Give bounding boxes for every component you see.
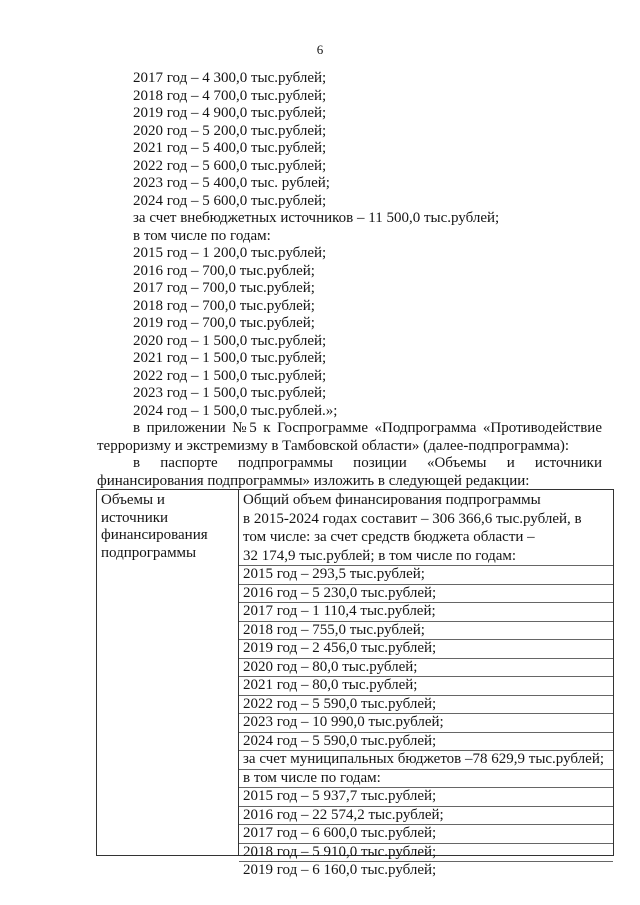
table-year-row: 2020 год – 80,0 тыс.рублей; — [239, 659, 613, 678]
table-year-row: 2018 год – 755,0 тыс.рублей; — [239, 622, 613, 641]
table-year-row: 2016 год – 5 230,0 тыс.рублей; — [239, 585, 613, 604]
text-line: 2022 год – 1 500,0 тыс.рублей; — [133, 367, 327, 384]
table-year-row: 2023 год – 10 990,0 тыс.рублей; — [239, 714, 613, 733]
table-right-line: за счет муниципальных бюджетов –78 629,9 тыс.рублей; — [239, 751, 613, 770]
table-year-row: 2024 год – 5 590,0 тыс.рублей; — [239, 733, 613, 752]
table-left-line: Объемы и — [101, 492, 165, 508]
text-line: 2015 год – 1 200,0 тыс.рублей; — [133, 245, 327, 261]
text-line: 2022 год – 5 600,0 тыс.рублей; — [133, 157, 327, 174]
paragraph-passport — [97, 455, 602, 490]
table-year-row: 2019 год – 6 160,0 тыс.рублей; — [243, 862, 437, 878]
table-right-line: Общий объем финансирования подпрограммы — [243, 492, 541, 508]
funding-lines — [133, 70, 593, 420]
table-right-line: в том числе по годам: — [239, 770, 613, 789]
table-year-row: 2018 год – 5 910,0 тыс.рублей; — [239, 844, 613, 863]
text-line: 2023 год – 5 400,0 тыс. рублей; — [133, 175, 330, 191]
table-year-row: 2017 год – 1 110,4 тыс.рублей; — [239, 603, 613, 622]
text-line: 2019 год – 700,0 тыс.рублей; — [133, 315, 315, 331]
text-line: 2021 год – 1 500,0 тыс.рублей; — [133, 350, 327, 366]
text-line: 2020 год – 1 500,0 тыс.рублей; — [133, 332, 327, 349]
paragraph-line: терроризму и экстремизму в Тамбовской области» (далее-подпрограмма): — [97, 437, 570, 454]
table-left-line: финансирования — [101, 527, 208, 543]
table-year-row: 2015 год – 5 937,7 тыс.рублей; — [239, 788, 613, 807]
table-left-cell — [101, 492, 235, 562]
table-year-row: 2019 год – 2 456,0 тыс.рублей; — [239, 640, 613, 659]
table-left-line: источники — [101, 509, 169, 526]
table-year-row: 2021 год – 80,0 тыс.рублей; — [239, 677, 613, 696]
table-right-line: в 2015-2024 годах составит – 306 366,6 тыс.рублей, в — [243, 510, 582, 527]
table-left-line: подпрограммы — [101, 544, 197, 561]
text-line: 2017 год – 4 300,0 тыс.рублей; — [133, 70, 327, 86]
paragraph-line: в паспорте подпрограммы позиции «Объемы и источники — [133, 455, 602, 471]
page-number: 6 — [316, 42, 324, 57]
paragraph-line: в приложении №5 к Госпрограмме «Подпрограмма «Противодействие — [133, 420, 602, 436]
table-right-line: том числе: за счет средств бюджета области – — [243, 529, 535, 545]
table-year-row: 2017 год – 6 600,0 тыс.рублей; — [239, 825, 613, 844]
text-line: 2023 год – 1 500,0 тыс.рублей; — [133, 385, 327, 401]
table-year-row: 2015 год – 293,5 тыс.рублей; — [239, 566, 613, 585]
text-line: за счет внебюджетных источников – 11 500,0 тыс.рублей; — [133, 210, 500, 226]
text-line: 2024 год – 5 600,0 тыс.рублей; — [133, 192, 327, 209]
table-year-row: 2016 год – 22 574,2 тыс.рублей; — [239, 807, 613, 826]
text-line: 2018 год – 700,0 тыс.рублей; — [133, 297, 315, 314]
text-line: в том числе по годам: — [133, 227, 271, 244]
text-line: 2018 год – 4 700,0 тыс.рублей; — [133, 87, 327, 104]
text-line: 2016 год – 700,0 тыс.рублей; — [133, 262, 315, 279]
table-right-cell — [239, 492, 613, 880]
text-line: 2020 год – 5 200,0 тыс.рублей; — [133, 122, 327, 139]
text-line: 2024 год – 1 500,0 тыс.рублей.»; — [133, 402, 338, 419]
text-line: 2017 год – 700,0 тыс.рублей; — [133, 280, 315, 296]
text-line: 2021 год – 5 400,0 тыс.рублей; — [133, 140, 327, 156]
funding-table — [96, 489, 614, 878]
table-year-row: 2022 год – 5 590,0 тыс.рублей; — [239, 696, 613, 715]
paragraph-line: финансирования подпрограммы» изложить в следующей редакции: — [97, 472, 530, 489]
text-line: 2019 год – 4 900,0 тыс.рублей; — [133, 105, 327, 121]
paragraph-appendix-5 — [97, 420, 602, 455]
table-right-line: 32 174,9 тыс.рублей; в том числе по годам: — [239, 548, 613, 567]
